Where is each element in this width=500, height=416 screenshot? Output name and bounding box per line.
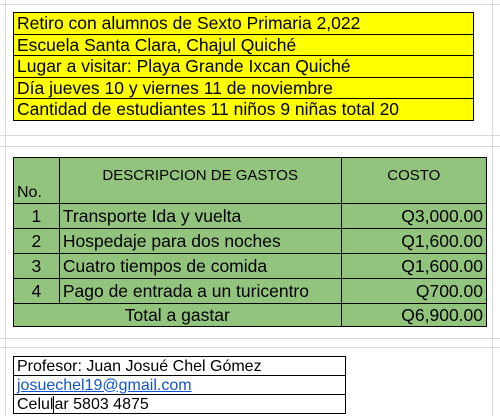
phone-prefix: Celul xyxy=(17,395,54,413)
email-address[interactable]: josuechel19@gmail.com xyxy=(17,376,192,394)
gridline xyxy=(5,0,6,416)
header-no[interactable]: No. xyxy=(14,158,60,204)
trip-info-block xyxy=(13,12,474,121)
total-label[interactable]: Total a gastar xyxy=(14,304,342,327)
row-number[interactable]: 2 xyxy=(14,229,60,254)
row-description[interactable]: Hospedaje para dos noches xyxy=(59,229,341,254)
gridline xyxy=(0,338,500,339)
table-row xyxy=(14,279,487,304)
trip-title[interactable]: Retiro con alumnos de Sexto Primaria 2,022 xyxy=(14,13,474,35)
phone-cell[interactable] xyxy=(14,395,346,414)
header-cost[interactable]: COSTO xyxy=(341,158,486,204)
table-row xyxy=(14,229,487,254)
table-row xyxy=(14,204,487,229)
total-row xyxy=(14,304,487,327)
row-description[interactable]: Cuatro tiempos de comida xyxy=(59,254,341,279)
phone-suffix: ar 5803 4875 xyxy=(54,395,149,413)
gridline xyxy=(0,135,500,136)
row-number[interactable]: 1 xyxy=(14,204,60,229)
row-description[interactable]: Transporte Ida y vuelta xyxy=(59,204,341,229)
contact-block xyxy=(13,356,346,414)
table-row xyxy=(14,254,487,279)
table-header-row xyxy=(14,158,487,204)
header-description[interactable]: DESCRIPCION DE GASTOS xyxy=(59,158,341,204)
row-description[interactable]: Pago de entrada a un turicentro xyxy=(59,279,341,304)
trip-dates[interactable]: Día jueves 10 y viernes 11 de noviembre xyxy=(14,77,474,99)
school-name[interactable]: Escuela Santa Clara, Chajul Quiché xyxy=(14,34,474,56)
gridline xyxy=(0,4,500,5)
destination[interactable]: Lugar a visitar: Playa Grande Ixcan Quiché xyxy=(14,56,474,78)
row-cost[interactable]: Q1,600.00 xyxy=(341,254,486,279)
gridline xyxy=(492,0,493,416)
row-number[interactable]: 3 xyxy=(14,254,60,279)
teacher-name[interactable]: Profesor: Juan Josué Chel Gómez xyxy=(14,357,346,376)
student-count[interactable]: Cantidad de estudiantes 11 niños 9 niñas total 20 xyxy=(14,99,474,121)
gridline xyxy=(0,347,500,348)
gridline xyxy=(0,146,500,147)
row-cost[interactable]: Q1,600.00 xyxy=(341,229,486,254)
total-value[interactable]: Q6,900.00 xyxy=(341,304,486,327)
row-number[interactable]: 4 xyxy=(14,279,60,304)
email-link[interactable] xyxy=(14,376,346,395)
row-cost[interactable]: Q700.00 xyxy=(341,279,486,304)
row-cost[interactable]: Q3,000.00 xyxy=(341,204,486,229)
expenses-table xyxy=(13,157,487,327)
